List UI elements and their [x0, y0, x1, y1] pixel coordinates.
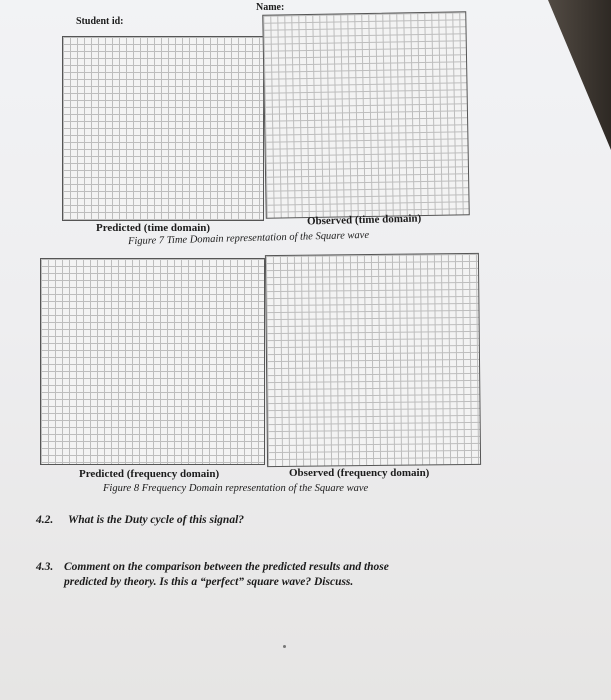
question-4-3-number: 4.3. [36, 561, 54, 573]
predicted-frequency-domain-label: Predicted (frequency domain) [79, 468, 220, 480]
question-4-3-line-2: predicted by theory. Is this a “perfect” square wave? Discuss. [64, 576, 354, 588]
predicted-frequency-domain-grid[interactable] [40, 258, 265, 465]
student-id-label: Student id: [76, 16, 124, 27]
figure-8-caption: Figure 8 Frequency Domain representation of the Square wave [103, 483, 369, 494]
figure-7-caption: Figure 7 Time Domain representation of the Square wave [127, 229, 370, 248]
question-4-2-text: What is the Duty cycle of this signal? [68, 514, 245, 526]
observed-time-domain-grid[interactable] [262, 11, 470, 219]
observed-time-domain-label: Observed (time domain) [306, 212, 422, 228]
predicted-time-domain-label: Predicted (time domain) [96, 222, 211, 234]
paper-speck [283, 645, 286, 648]
observed-frequency-domain-label: Observed (frequency domain) [289, 467, 430, 479]
predicted-time-domain-grid[interactable] [62, 36, 264, 221]
question-4-2-number: 4.2. [36, 514, 54, 526]
name-label: Name: [256, 2, 285, 13]
observed-frequency-domain-grid[interactable] [265, 253, 481, 467]
question-4-3-line-1: Comment on the comparison between the predicted results and those [64, 561, 389, 573]
